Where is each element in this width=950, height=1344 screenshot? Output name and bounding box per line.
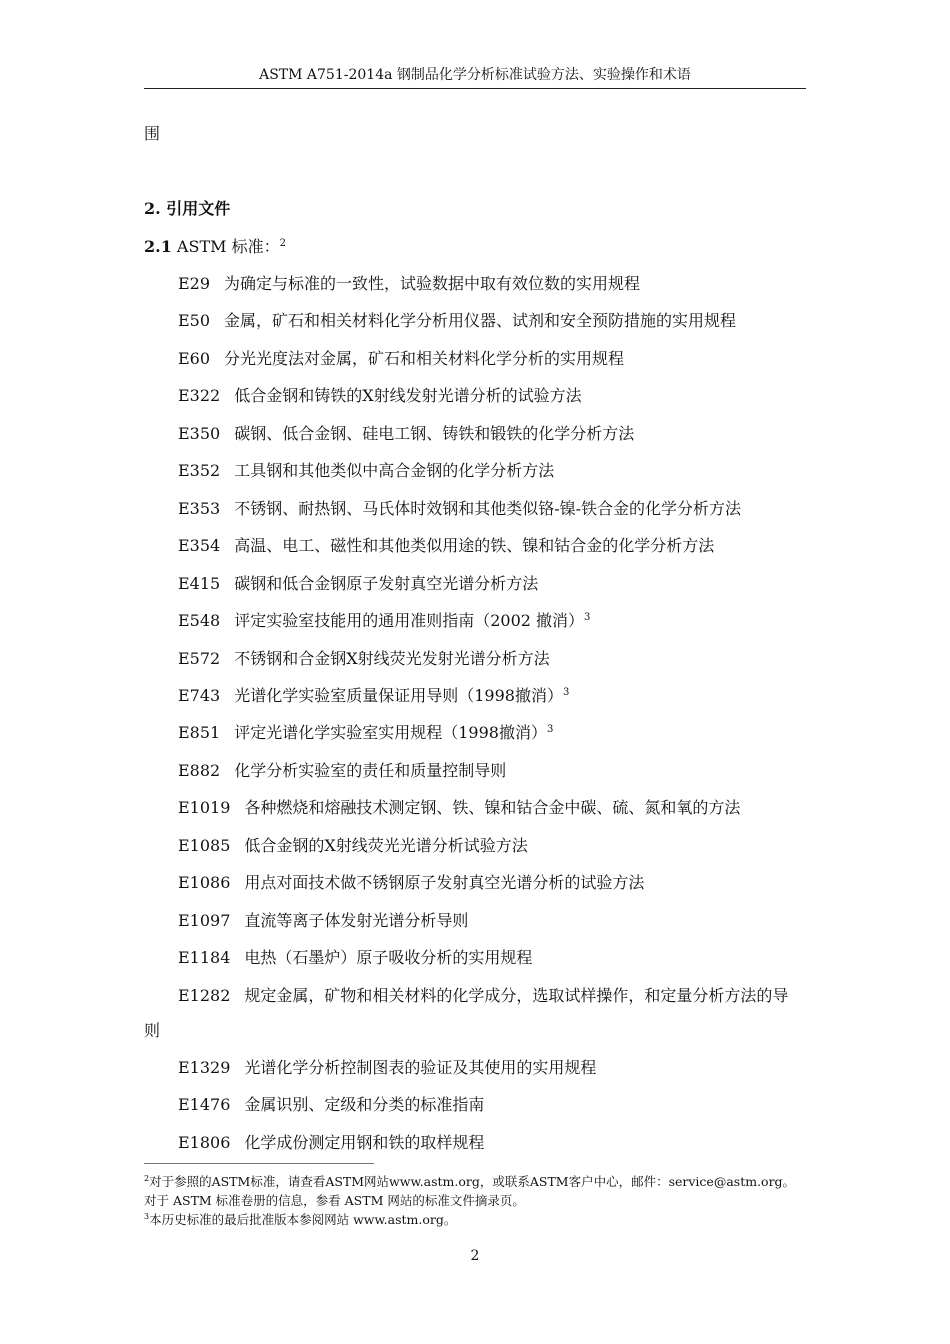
footnote-ref: 3 [562,686,570,698]
footnote-2-cont: 对于 ASTM 标准卷册的信息，参看 ASTM 网站的标准文件摘录页。 [144,1193,525,1208]
subsection-number: 2.1 [144,237,172,256]
footnote-ref: 2 [279,238,286,249]
reference-code: E50 [178,311,211,331]
reference-code: E743 [178,685,221,705]
reference-item [178,536,714,556]
reference-code: E1097 [178,910,231,930]
reference-code: E350 [178,423,221,443]
continuation-text: 围 [144,124,161,143]
subsection-text: ASTM 标准： [171,237,280,256]
reference-code: E1019 [178,798,231,818]
reference-code: E354 [178,536,221,556]
reference-title: 碳钢和低合金钢原子发射真空光谱分析方法 [234,573,539,593]
reference-title: 化学成份测定用钢和铁的取样规程 [244,1132,485,1152]
reference-item [178,686,569,706]
reference-item [178,311,736,331]
reference-item [178,761,506,781]
reference-code: E415 [178,573,221,593]
reference-title: 高温、电工、磁性和其他类似用途的铁、镍和钴合金的化学分析方法 [234,536,715,556]
reference-title: 碳钢、低合金钢、硅电工钢、铸铁和锻铁的化学分析方法 [234,423,635,443]
reference-item [178,461,554,481]
reference-code: E882 [178,760,221,780]
reference-item [178,1058,596,1078]
reference-title: 金属，矿石和相关材料化学分析用仪器、试剂和安全预防措施的实用规程 [224,311,737,331]
reference-title: 不锈钢、耐热钢、马氏体时效钢和其他类似铬-镍-铁合金的化学分析方法 [234,498,742,518]
subsection-heading [144,237,286,257]
header-rule [144,88,806,89]
reference-code: E322 [178,386,221,406]
reference-title: 低合金钢和铸铁的X射线发射光谱分析的试验方法 [234,386,582,406]
reference-title: 各种燃烧和熔融技术测定钢、铁、镍和钴合金中碳、硫、氮和氧的方法 [244,798,741,818]
reference-code: E851 [178,723,221,743]
reference-code: E1476 [178,1095,231,1115]
reference-code: E1806 [178,1132,231,1152]
reference-title: 为确定与标准的一致性，试验数据中取有效位数的实用规程 [224,274,641,293]
footnote-mark: 2 [144,1174,150,1183]
reference-title: 评定实验室技能用的通用准则指南（2002 撤消） [234,611,585,631]
reference-title: 直流等离子体发射光谱分析导则 [244,910,469,930]
reference-item [178,723,553,743]
reference-title: 工具钢和其他类似中高合金钢的化学分析方法 [234,461,555,481]
reference-title: 电热（石墨炉）原子吸收分析的实用规程 [244,948,533,968]
reference-item [178,873,644,893]
reference-code: E572 [178,648,221,668]
reference-code: E1086 [178,873,231,893]
footnote-2: $^2$对于参照的ASTM标准，请查看ASTM网站www.astm.org，或联系ASTM客户中心，邮件：service@astm.org。 [144,1174,796,1189]
reference-code: E60 [178,348,211,368]
reference-title: 评定光谱化学实验室实用规程（1998撤消） [234,723,547,743]
reference-item [178,911,468,931]
reference-code: E29 [178,274,211,293]
reference-item [178,611,590,631]
reference-code: E1085 [178,835,231,855]
reference-item [178,424,634,444]
reference-item [178,386,582,406]
reference-item [178,499,741,519]
reference-item [178,948,532,968]
reference-item [178,349,624,369]
reference-title: 分光光度法对金属，矿石和相关材料化学分析的实用规程 [224,348,625,368]
reference-item [178,1133,484,1153]
reference-code: E352 [178,461,221,481]
reference-title: 光谱化学分析控制图表的验证及其使用的实用规程 [244,1058,597,1077]
running-header: ASTM A751-2014a 钢制品化学分析标准试验方法、实验操作和术语 [259,67,691,83]
reference-item [178,986,788,1006]
reference-title: 不锈钢和合金钢X射线荧光发射光谱分析方法 [234,648,550,668]
footnote-rule [144,1163,374,1164]
reference-item [178,649,550,669]
reference-title: 金属识别、定级和分类的标准指南 [244,1095,485,1115]
reference-code: E1282 [178,985,231,1005]
reference-item [178,574,538,594]
reference-code: E1184 [178,948,231,968]
wrap-continuation: 则 [144,1021,161,1040]
reference-code: E548 [178,611,221,631]
footnote-ref: 3 [546,724,554,736]
reference-item [178,836,528,856]
page-number: 2 [470,1248,480,1264]
reference-title: 光谱化学实验室质量保证用导则（1998撤消） [234,685,563,705]
footnote-mark: 3 [144,1212,150,1221]
section-heading: 2. 引用文件 [144,199,231,218]
footnote-3: $^3$本历史标准的最后批准版本参阅网站 www.astm.org。 [144,1212,457,1227]
reference-code: E353 [178,498,221,518]
reference-title: 低合金钢的X射线荧光光谱分析试验方法 [244,835,528,855]
footnote-ref: 3 [584,612,591,624]
reference-item [178,1095,484,1115]
reference-title: 规定金属，矿物和相关材料的化学成分，选取试样操作，和定量分析方法的导 [244,985,789,1005]
reference-code: E1329 [178,1058,231,1077]
reference-title: 化学分析实验室的责任和质量控制导则 [234,760,507,780]
reference-title: 用点对面技术做不锈钢原子发射真空光谱分析的试验方法 [244,873,645,893]
reference-item [178,274,640,294]
reference-item [178,798,740,818]
